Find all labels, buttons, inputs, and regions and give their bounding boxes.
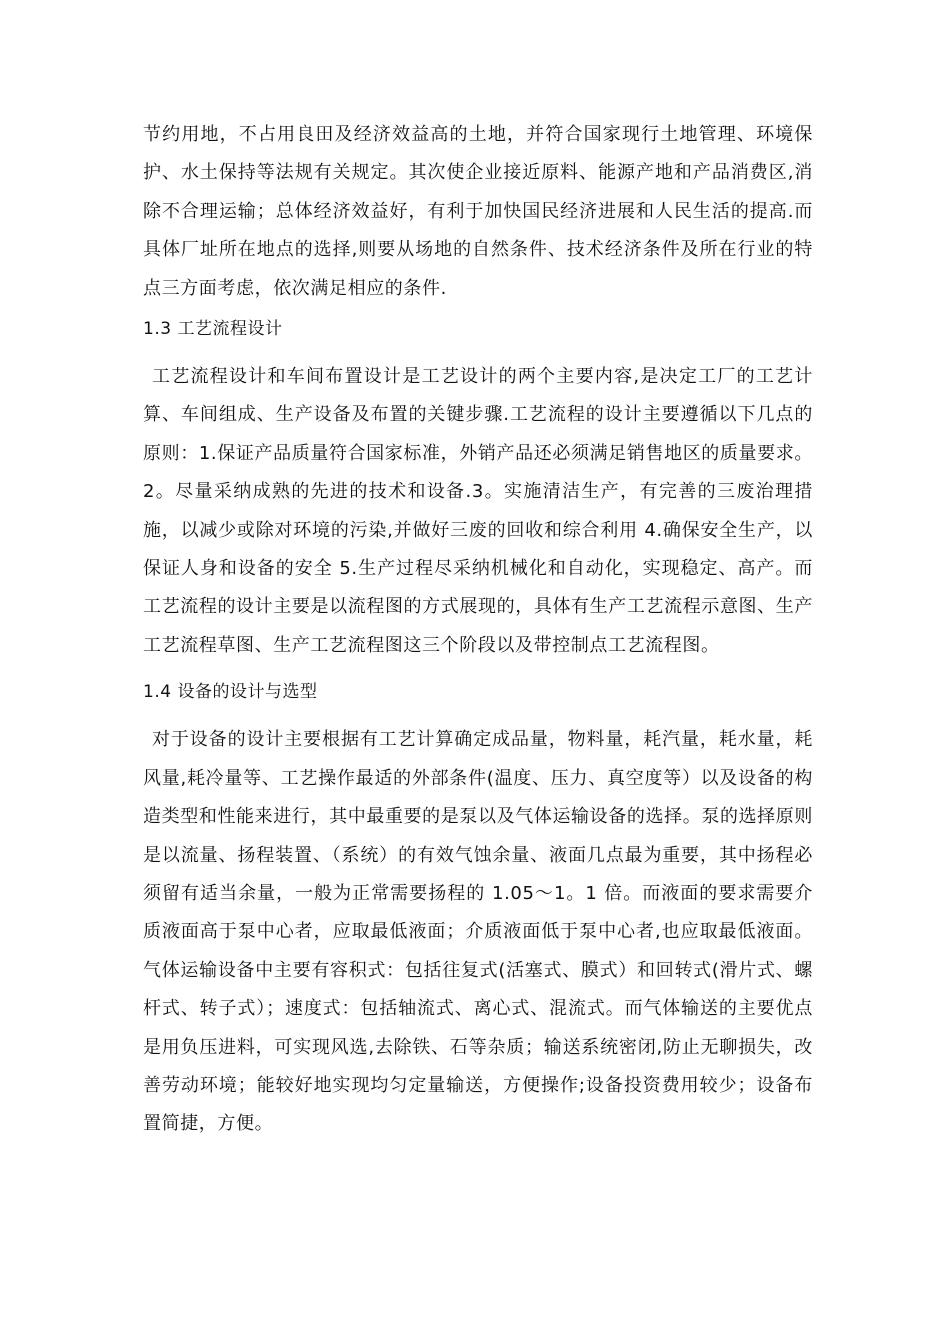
section-heading-1-3: 1.3 工艺流程设计 xyxy=(143,319,283,340)
paragraph-equipment-design: 对于设备的设计主要根据有工艺计算确定成品量，物料量，耗汽量，耗水量，耗风量,耗冷量等、工艺操作最适的外部条件(温度、压力、真空度等）以及设备的构造类型和性能来进行，其中最重要的是泵以及气体运输设备的选择。泵的选择原则是以流量、扬程装置、（系统）的有效气蚀余量、液面几点最为重要，其中扬程必须留有适当余量，一般为正常需要扬程的 1.05～1。1 倍。而液面的要求需要介质液面高于泵中心者，应取最低液面；介质液面低于泵中心者,也应取最低液面。气体运输设备中主要有容积式：包括往复式(活塞式、膜式）和回转式(滑片式、螺杆式、转子式）；速度式：包括轴流式、离心式、混流式。而气体输送的主要优点是用负压进料，可实现风选,去除铁、石等杂质；输送系统密闭,防止无聊损失，改善劳动环境；能较好地实现均匀定量输送，方便操作;设备投资费用较少；设备布置简捷，方便。 xyxy=(143,729,813,1135)
paragraph-site-selection: 节约用地，不占用良田及经济效益高的土地，并符合国家现行土地管理、环境保护、水土保持等法规有关规定。其次使企业接近原料、能源产地和产品消费区,消除不合理运输；总体经济效益好，有利于加快国民经济进展和人民生活的提高.而具体厂址所在地点的选择,则要从场地的自然条件、技术经济条件及所在行业的特点三方面考虑，依次满足相应的条件. xyxy=(143,124,813,299)
document-body xyxy=(143,116,813,1144)
paragraph-process-design: 工艺流程设计和车间布置设计是工艺设计的两个主要内容,是决定工厂的工艺计算、车间组成、生产设备及布置的关键步骤.工艺流程的设计主要遵循以下几点的原则：1.保证产品质量符合国家标准，外销产品还必须满足销售地区的质量要求。2。尽量采纳成熟的先进的技术和设备.3。实施清洁生产，有完善的三废治理措施，以减少或除对环境的污染,并做好三废的回收和综合利用 4.确保安全生产，以保证人身和设备的安全 5.生产过程尽采纳机械化和自动化，实现稳定、高产。而工艺流程的设计主要是以流程图的方式展现的，具体有生产工艺流程示意图、生产工艺流程草图、生产工艺流程图这三个阶段以及带控制点工艺流程图。 xyxy=(143,366,813,656)
section-heading-1-4: 1.4 设备的设计与选型 xyxy=(143,682,318,703)
